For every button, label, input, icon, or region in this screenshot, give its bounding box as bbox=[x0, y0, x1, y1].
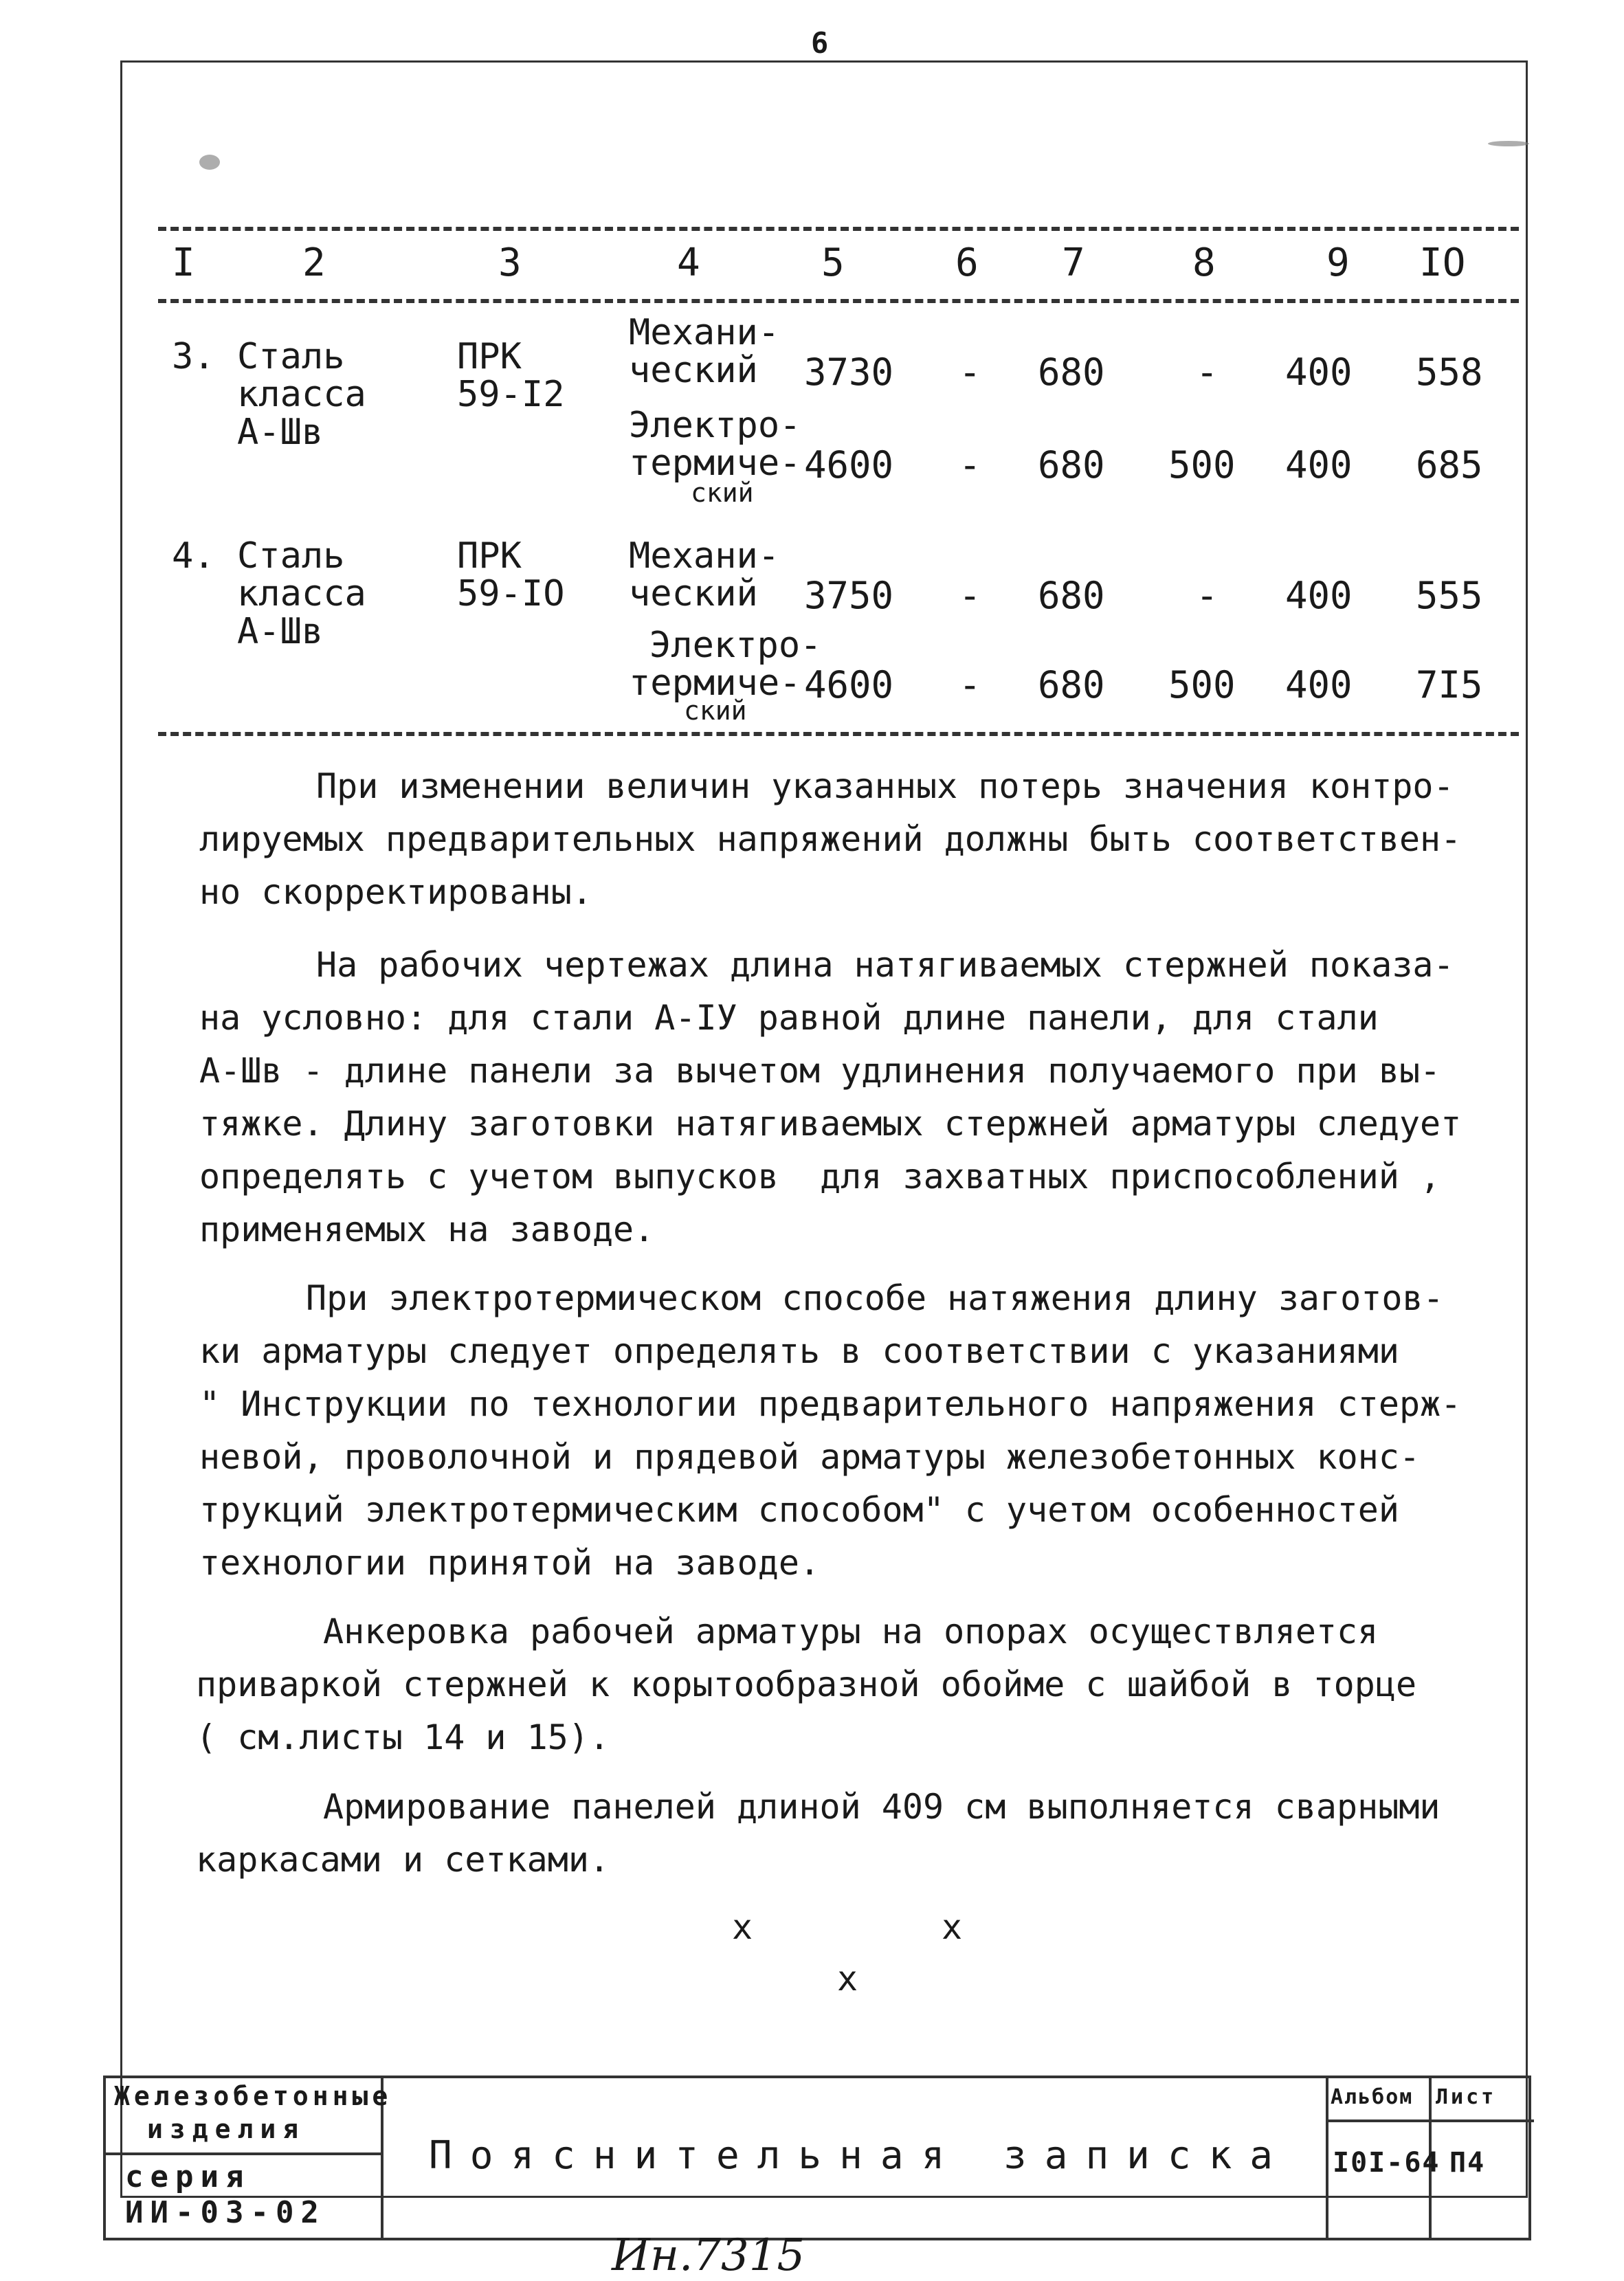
value-8: - bbox=[1196, 574, 1219, 617]
value-6: - bbox=[959, 443, 981, 487]
text-line: приваркой стержней к корытообразной обойме с шайбой в торце bbox=[196, 1665, 1417, 1704]
col-header-1: I bbox=[172, 241, 195, 285]
page-number: 6 bbox=[811, 26, 829, 60]
value-5: 3730 bbox=[804, 351, 894, 394]
value-10: 555 bbox=[1416, 574, 1483, 617]
text-line: ( см.листы 14 и 15). bbox=[196, 1717, 610, 1757]
text-line: технологии принятой на заводе. bbox=[199, 1543, 821, 1583]
separator-mark: х bbox=[732, 1907, 753, 1947]
text-line: А-Шв - длине панели за вычетом удлинения получаемого при вы- bbox=[199, 1051, 1441, 1091]
table-top-rule bbox=[158, 227, 1519, 231]
col-header-9: 9 bbox=[1326, 241, 1350, 285]
series-line1: серия bbox=[125, 2159, 251, 2194]
title-block bbox=[103, 2076, 1531, 2240]
material: А-Шв bbox=[237, 611, 324, 652]
text-line: ки арматуры следует определять в соответствии с указаниями bbox=[199, 1331, 1399, 1371]
col-header-8: 8 bbox=[1192, 241, 1216, 285]
document-title: Пояснительная записка bbox=[429, 2133, 1291, 2178]
material: класса bbox=[237, 374, 366, 415]
method: Механи- bbox=[629, 312, 780, 353]
separator-mark: х bbox=[837, 1959, 858, 1999]
material: Сталь bbox=[237, 336, 345, 377]
product: 59-I2 bbox=[457, 374, 565, 415]
text-line: При изменении величин указанных потерь значения контро- bbox=[316, 766, 1454, 806]
scan-speck bbox=[199, 155, 220, 170]
row-number: 3. bbox=[172, 336, 215, 377]
method: ческий bbox=[629, 350, 758, 391]
text-line: тяжке. Длину заготовки натягиваемых стержней арматуры следует bbox=[199, 1104, 1462, 1144]
value-7: 680 bbox=[1038, 351, 1105, 394]
category-line1: Железобетонные bbox=[114, 2081, 392, 2111]
value-8: - bbox=[1196, 351, 1219, 394]
text-line: определять с учетом выпусков для захватных приспособлений , bbox=[199, 1157, 1441, 1197]
value-9: 400 bbox=[1285, 351, 1353, 394]
text-line: каркасами и сетками. bbox=[196, 1840, 610, 1880]
text-line: применяемых на заводе. bbox=[199, 1210, 655, 1249]
sheet-value: П4 bbox=[1449, 2147, 1486, 2179]
value-6: - bbox=[959, 351, 981, 394]
text-line: " Инструкции по технологии предварительного напряжения стерж- bbox=[199, 1384, 1462, 1424]
method: ческий bbox=[629, 573, 758, 614]
product: ПРК bbox=[457, 535, 522, 577]
material: А-Шв bbox=[237, 412, 324, 453]
table-bottom-rule bbox=[158, 732, 1519, 736]
row-number: 4. bbox=[172, 535, 215, 577]
method: термиче- bbox=[629, 663, 801, 704]
col-header-4: 4 bbox=[677, 241, 700, 285]
value-7: 680 bbox=[1038, 443, 1105, 487]
col-header-3: 3 bbox=[498, 241, 522, 285]
method: термиче- bbox=[629, 443, 801, 484]
method: ский bbox=[691, 478, 754, 508]
album-label: Альбом bbox=[1331, 2085, 1414, 2109]
text-line: На рабочих чертежах длина натягиваемых стержней показа- bbox=[316, 945, 1454, 985]
value-7: 680 bbox=[1038, 574, 1105, 617]
value-7: 680 bbox=[1038, 663, 1105, 706]
category-line2: изделия bbox=[147, 2114, 306, 2144]
text-line: но скорректированы. bbox=[199, 872, 592, 912]
value-9: 400 bbox=[1285, 443, 1353, 487]
text-line: лируемых предварительных напряжений должны быть соответствен- bbox=[199, 819, 1462, 859]
divider bbox=[1326, 2078, 1328, 2238]
col-header-6: 6 bbox=[955, 241, 979, 285]
value-8: 500 bbox=[1168, 443, 1236, 487]
value-6: - bbox=[959, 574, 981, 617]
separator-mark: х bbox=[942, 1907, 963, 1947]
value-5: 4600 bbox=[804, 663, 894, 706]
value-10: 7I5 bbox=[1416, 663, 1483, 706]
material: класса bbox=[237, 573, 366, 614]
col-header-5: 5 bbox=[821, 241, 845, 285]
method: Механи- bbox=[629, 535, 780, 577]
value-10: 558 bbox=[1416, 351, 1483, 394]
value-6: - bbox=[959, 663, 981, 706]
series-line2: ИИ-03-02 bbox=[125, 2195, 326, 2230]
scan-speck bbox=[1488, 141, 1529, 146]
text-line: При электротермическом способе натяжения длину заготов- bbox=[306, 1278, 1444, 1318]
col-header-7: 7 bbox=[1062, 241, 1085, 285]
value-5: 4600 bbox=[804, 443, 894, 487]
col-header-10: IO bbox=[1419, 241, 1466, 285]
product: ПРК bbox=[457, 336, 522, 377]
table-header-rule bbox=[158, 299, 1519, 303]
value-9: 400 bbox=[1285, 574, 1353, 617]
product: 59-IO bbox=[457, 573, 565, 614]
material: Сталь bbox=[237, 535, 345, 577]
handwritten-inventory-number: Ин.7315 bbox=[612, 2230, 805, 2281]
divider bbox=[1326, 2119, 1534, 2122]
text-line: Анкеровка рабочей арматуры на опорах осуществляется bbox=[323, 1612, 1379, 1651]
method: Электро- bbox=[649, 625, 822, 666]
value-9: 400 bbox=[1285, 663, 1353, 706]
method: Электро- bbox=[629, 405, 801, 446]
album-value: I0I-64 bbox=[1333, 2147, 1441, 2179]
divider bbox=[106, 2152, 381, 2155]
col-header-2: 2 bbox=[302, 241, 326, 285]
text-line: Армирование панелей длиной 409 см выполняется сварными bbox=[323, 1787, 1441, 1827]
text-line: на условно: для стали А-IУ равной длине панели, для стали bbox=[199, 998, 1379, 1038]
text-line: трукций электротермическим способом" с учетом особенностей bbox=[199, 1490, 1399, 1530]
value-5: 3750 bbox=[804, 574, 894, 617]
sheet-label: Лист bbox=[1436, 2085, 1497, 2109]
text-line: невой, проволочной и прядевой арматуры железобетонных конс- bbox=[199, 1437, 1421, 1477]
method: ский bbox=[684, 696, 747, 726]
value-10: 685 bbox=[1416, 443, 1483, 487]
value-8: 500 bbox=[1168, 663, 1236, 706]
